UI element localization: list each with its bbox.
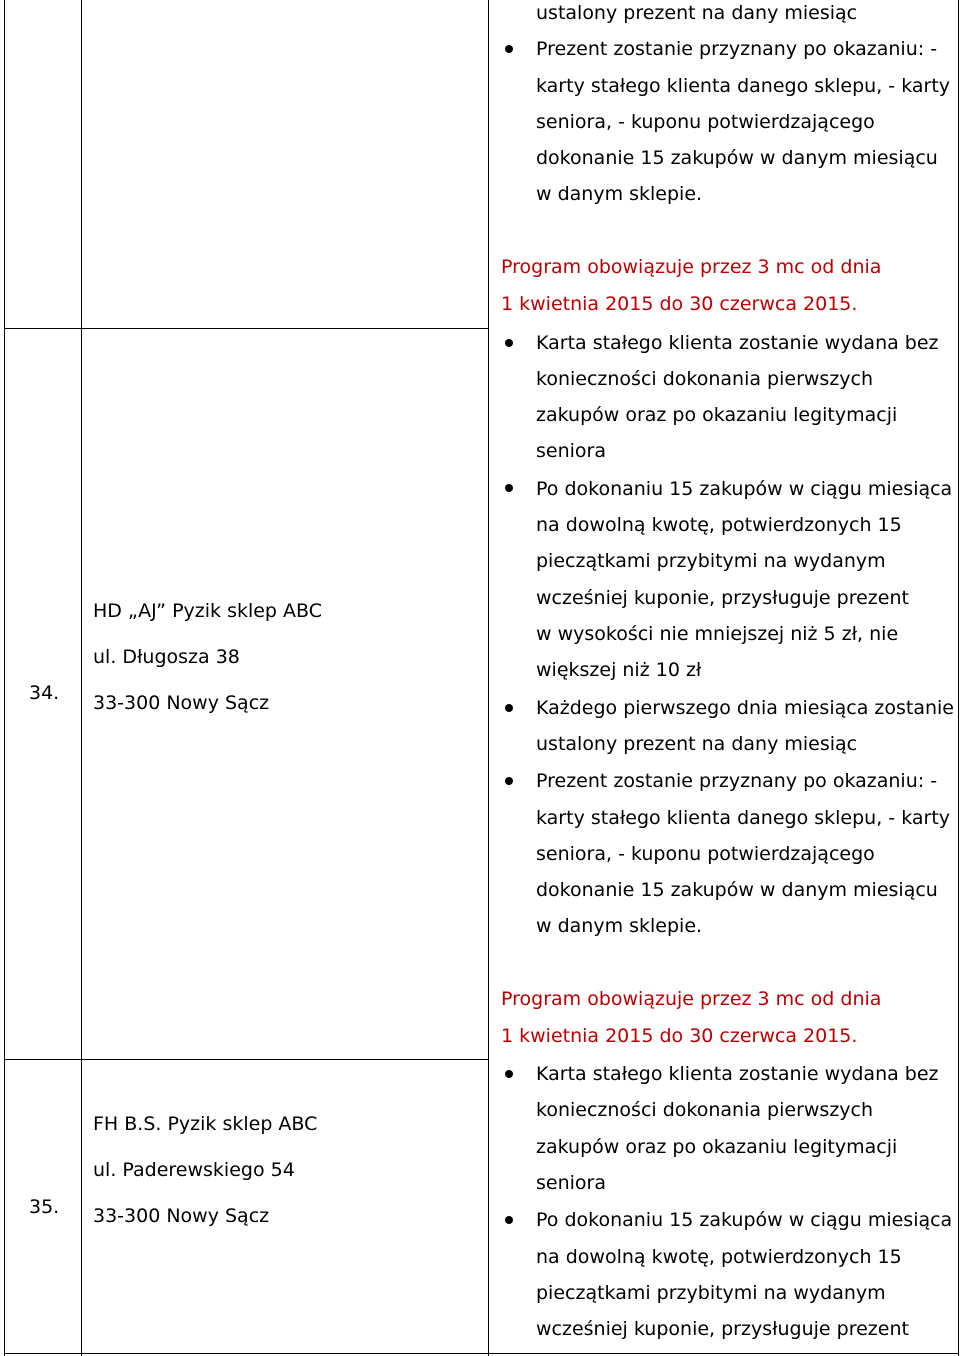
row-divider-34-35 <box>4 1059 489 1060</box>
table-border-bottom <box>4 1353 959 1354</box>
body-text-line: konieczności dokonania pierwszych <box>536 1099 874 1121</box>
body-text-line: w danym sklepie. <box>536 915 703 937</box>
store-address <box>93 599 322 737</box>
program-period-line: Program obowiązuje przez 3 mc od dnia <box>501 988 882 1010</box>
store-city: 33-300 Nowy Sącz <box>93 1205 270 1227</box>
body-text-line: pieczątkami przybitymi na wydanym <box>536 550 886 572</box>
body-text-line: seniora, - kuponu potwierdzającego <box>536 111 875 133</box>
body-text-line: na dowolną kwotę, potwierdzonych 15 <box>536 1246 902 1268</box>
body-text-line: Po dokonaniu 15 zakupów w ciągu miesiąca <box>536 1209 953 1231</box>
table-border-col1 <box>81 0 82 1356</box>
bullet-dot <box>505 704 513 712</box>
body-text-line: wcześniej kuponie, przysługuje prezent <box>536 587 909 609</box>
body-text-line: Każdego pierwszego dnia miesiąca zostanie <box>536 697 954 719</box>
bullet-dot <box>505 484 513 492</box>
store-name: HD „AJ” Pyzik sklep ABC <box>93 600 323 622</box>
bullet-dot <box>505 777 513 785</box>
body-text-line: większej niż 10 zł <box>536 659 702 681</box>
body-text-line: seniora <box>536 440 606 462</box>
bullet-dot <box>505 45 513 53</box>
body-text-line: seniora <box>536 1172 606 1194</box>
table-border-right <box>958 0 959 1356</box>
store-street: ul. Długosza 38 <box>93 646 240 668</box>
body-text-line: karty stałego klienta danego sklepu, - karty <box>536 75 951 97</box>
table-border-col2 <box>488 0 489 1356</box>
bullet-dot <box>505 339 513 347</box>
body-text-line: Prezent zostanie przyznany po okazaniu: - <box>536 38 938 60</box>
body-text-line: ustalony prezent na dany miesiąc <box>536 2 858 24</box>
bullet-dot <box>505 1216 513 1224</box>
store-city: 33-300 Nowy Sącz <box>93 692 270 714</box>
program-period-line: Program obowiązuje przez 3 mc od dnia <box>501 256 882 278</box>
body-text-line: na dowolną kwotę, potwierdzonych 15 <box>536 514 902 536</box>
body-text-line: Karta stałego klienta zostanie wydana bez <box>536 332 939 354</box>
bullet-dot <box>505 1070 513 1078</box>
body-text-line: konieczności dokonania pierwszych <box>536 368 874 390</box>
program-period-line: 1 kwietnia 2015 do 30 czerwca 2015. <box>501 1025 858 1047</box>
body-text-line: zakupów oraz po okazaniu legitymacji <box>536 404 898 426</box>
body-text-line: w danym sklepie. <box>536 183 703 205</box>
body-text-line: Po dokonaniu 15 zakupów w ciągu miesiąca <box>536 478 953 500</box>
body-text-line: dokonanie 15 zakupów w danym miesiącu <box>536 147 938 169</box>
body-text-line: Karta stałego klienta zostanie wydana bez <box>536 1063 939 1085</box>
row-divider-33-34 <box>4 328 489 329</box>
body-text-line: zakupów oraz po okazaniu legitymacji <box>536 1136 898 1158</box>
body-text-line: pieczątkami przybitymi na wydanym <box>536 1282 886 1304</box>
store-address <box>93 1112 317 1250</box>
body-text-line: seniora, - kuponu potwierdzającego <box>536 843 875 865</box>
body-text-line: w wysokości nie mniejszej niż 5 zł, nie <box>536 623 899 645</box>
store-name: FH B.S. Pyzik sklep ABC <box>93 1113 318 1135</box>
body-text-line: ustalony prezent na dany miesiąc <box>536 733 858 755</box>
program-period-line: 1 kwietnia 2015 do 30 czerwca 2015. <box>501 293 858 315</box>
body-text-line: Prezent zostanie przyznany po okazaniu: - <box>536 770 938 792</box>
row-number: 34. <box>29 682 60 704</box>
body-text-line: karty stałego klienta danego sklepu, - karty <box>536 807 951 829</box>
body-text-line: dokonanie 15 zakupów w danym miesiącu <box>536 879 938 901</box>
store-street: ul. Paderewskiego 54 <box>93 1159 295 1181</box>
body-text-line: wcześniej kuponie, przysługuje prezent <box>536 1318 909 1340</box>
row-number: 35. <box>29 1196 60 1218</box>
table-border-left <box>4 0 5 1356</box>
